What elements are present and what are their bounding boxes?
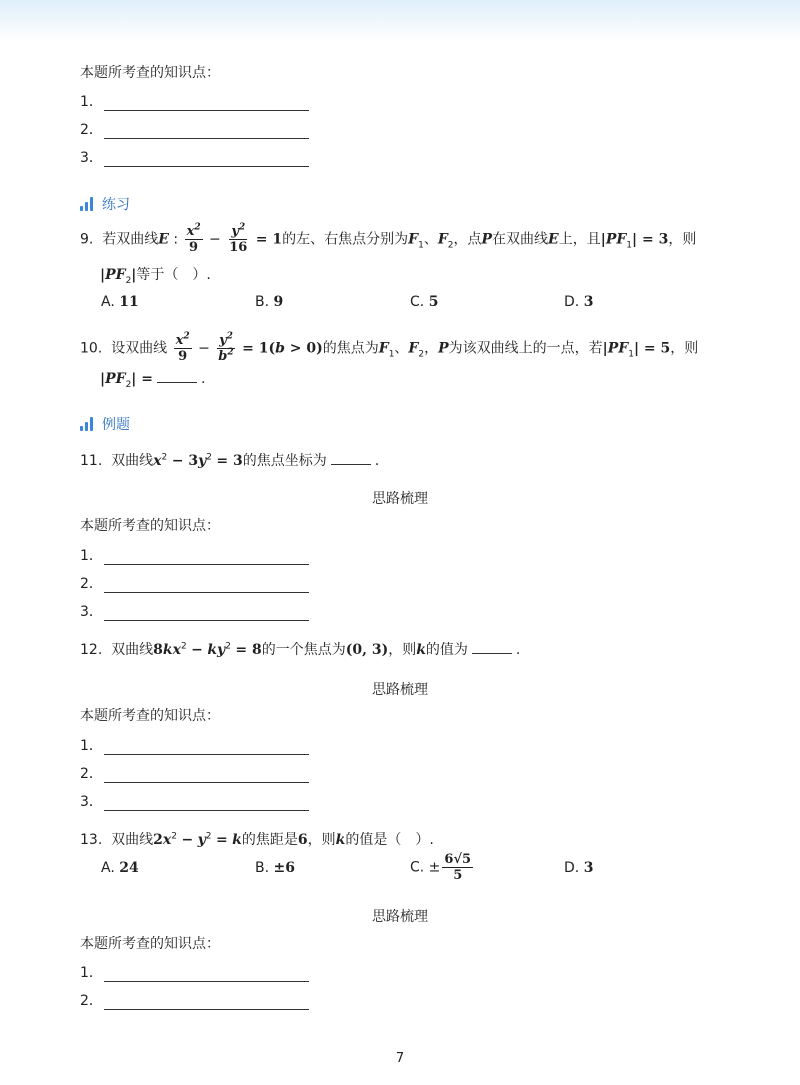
answer-blank[interactable] (157, 369, 197, 383)
knowledge-title: 本题所考查的知识点： (80, 65, 220, 81)
answer-blank[interactable] (331, 451, 371, 465)
q9-option-c[interactable]: C. 5 (410, 294, 439, 310)
q9-option-d[interactable]: D. 3 (564, 294, 594, 310)
knowledge-title: 本题所考查的知识点： (80, 708, 220, 724)
answer-blank[interactable] (104, 95, 309, 111)
answer-blank[interactable] (104, 767, 309, 783)
knowledge-line-3: 3． (80, 791, 309, 811)
q13-option-c[interactable]: C. ± $\frac{6√5}{5}$ (410, 852, 472, 883)
header-band (0, 0, 800, 42)
question-9-line2: $|PF_2|$等于（ ）. (100, 267, 211, 286)
question-12: 12. 双曲线$8kx^2 - ky^2 = 8$的一个焦点为(0, 3)，则k的值为 . (80, 641, 521, 658)
q13-option-b[interactable]: B. ±6 (255, 860, 295, 876)
question-10: 10. 设双曲线 $\frac{x^2}{9}$ − $\frac{y^2}{b^2}$ = 1(b > 0)的焦点为$F_1$、$F_2$，P为该双曲线上的一点，若$|PF_1| = 5$，则 (80, 331, 699, 364)
knowledge-line-2: 2． (80, 763, 309, 783)
answer-blank[interactable] (104, 795, 309, 811)
question-13: 13. 双曲线$2x^2 - y^2 = k$的焦距是6，则k的值是（ ）. (80, 831, 434, 848)
knowledge-line-3: 3． (80, 601, 309, 621)
bar-chart-icon (80, 417, 93, 431)
answer-blank[interactable] (104, 605, 309, 621)
knowledge-line-3: 3． (80, 147, 309, 167)
knowledge-line-2: 2． (80, 990, 309, 1010)
question-11: 11. 双曲线$x^2 - 3y^2 = 3$的焦点坐标为 . (80, 452, 380, 469)
knowledge-line-1: 1． (80, 91, 309, 111)
thinking-heading: 思路梳理 (372, 682, 428, 698)
knowledge-line-1: 1． (80, 545, 309, 565)
q13-option-d[interactable]: D. 3 (564, 860, 594, 876)
knowledge-title: 本题所考查的知识点： (80, 936, 220, 952)
answer-blank[interactable] (104, 739, 309, 755)
answer-blank[interactable] (104, 549, 309, 565)
question-9: 9. 若双曲线E : $\frac{x^2}{9}$ − $\frac{y^2}{16}$ = 1的左、右焦点分别为$F_1$、$F_2$，点P在双曲线E上，且$|PF_1| = 3$，则 (80, 222, 697, 255)
answer-blank[interactable] (104, 994, 309, 1010)
answer-blank[interactable] (104, 577, 309, 593)
knowledge-line-1: 1． (80, 735, 309, 755)
question-10-line2: $|PF_2|$ = . (100, 371, 206, 390)
bar-chart-icon (80, 197, 93, 211)
section-practice: 练习 (80, 194, 130, 214)
thinking-heading: 思路梳理 (372, 491, 428, 507)
page-number: 7 (395, 1051, 405, 1066)
answer-blank[interactable] (104, 966, 309, 982)
answer-blank[interactable] (104, 123, 309, 139)
knowledge-line-1: 1． (80, 962, 309, 982)
answer-blank[interactable] (104, 151, 309, 167)
knowledge-line-2: 2． (80, 119, 309, 139)
thinking-heading: 思路梳理 (372, 909, 428, 925)
q13-option-a[interactable]: A. 24 (101, 860, 139, 876)
answer-blank[interactable] (472, 640, 512, 654)
q9-option-b[interactable]: B. 9 (255, 294, 284, 310)
section-example: 例题 (80, 414, 130, 434)
knowledge-line-2: 2． (80, 573, 309, 593)
knowledge-title: 本题所考查的知识点： (80, 518, 220, 534)
q9-option-a[interactable]: A. 11 (101, 294, 139, 310)
